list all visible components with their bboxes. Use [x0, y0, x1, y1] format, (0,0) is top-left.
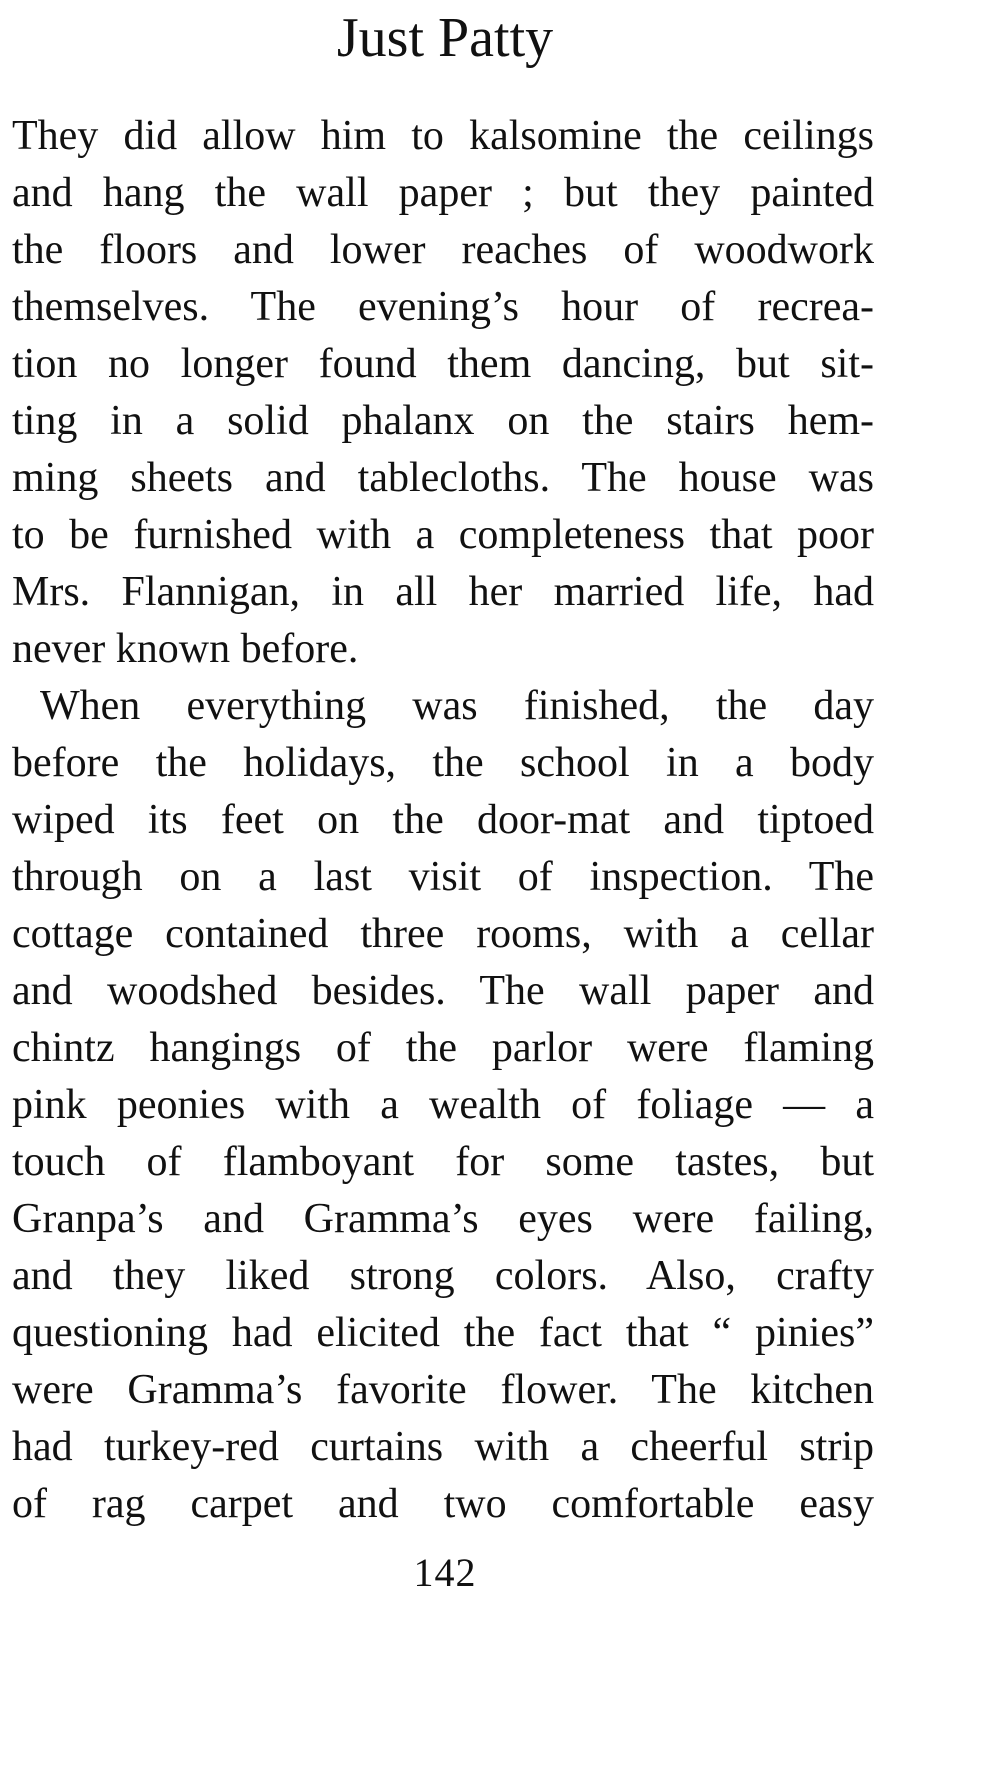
body-text [12, 108, 874, 1533]
text-line: questioning had elicited the fact that “ pinies” [12, 1310, 874, 1356]
text-line: never known before. [12, 626, 359, 672]
text-line: and hang the wall paper ; but they painted [12, 170, 874, 216]
text-line: and woodshed besides. The wall paper and [12, 968, 874, 1014]
text-line: ming sheets and tablecloths. The house was [12, 455, 874, 501]
running-head: Just Patty [336, 7, 554, 69]
text-line: ting in a solid phalanx on the stairs hem- [12, 398, 874, 444]
text-line: through on a last visit of inspection. The [12, 854, 874, 900]
text-line: chintz hangings of the parlor were flaming [12, 1025, 874, 1071]
text-line: before the holidays, the school in a body [12, 740, 874, 786]
text-line: pink peonies with a wealth of foliage — a [12, 1082, 874, 1128]
text-line: wiped its feet on the door-mat and tiptoed [12, 797, 874, 843]
text-line: tion no longer found them dancing, but sit- [12, 341, 874, 387]
text-line: Granpa’s and Gramma’s eyes were failing, [12, 1196, 874, 1242]
text-line: When everything was finished, the day [40, 683, 874, 729]
text-line: had turkey-red curtains with a cheerful strip [12, 1424, 874, 1470]
text-line: Mrs. Flannigan, in all her married life, had [12, 569, 874, 615]
text-line: to be furnished with a completeness that poor [12, 512, 874, 558]
text-line: the floors and lower reaches of woodwork [12, 227, 874, 273]
text-line: touch of flamboyant for some tastes, but [12, 1139, 874, 1185]
text-line: They did allow him to kalsomine the ceilings [12, 113, 874, 159]
page-number: 142 [413, 1550, 477, 1595]
text-line: themselves. The evening’s hour of recrea- [12, 284, 874, 330]
text-line: of rag carpet and two comfortable easy [12, 1481, 874, 1527]
text-line: cottage contained three rooms, with a cellar [12, 911, 874, 957]
text-line: were Gramma’s favorite flower. The kitchen [12, 1367, 874, 1413]
text-line: and they liked strong colors. Also, crafty [12, 1253, 874, 1299]
